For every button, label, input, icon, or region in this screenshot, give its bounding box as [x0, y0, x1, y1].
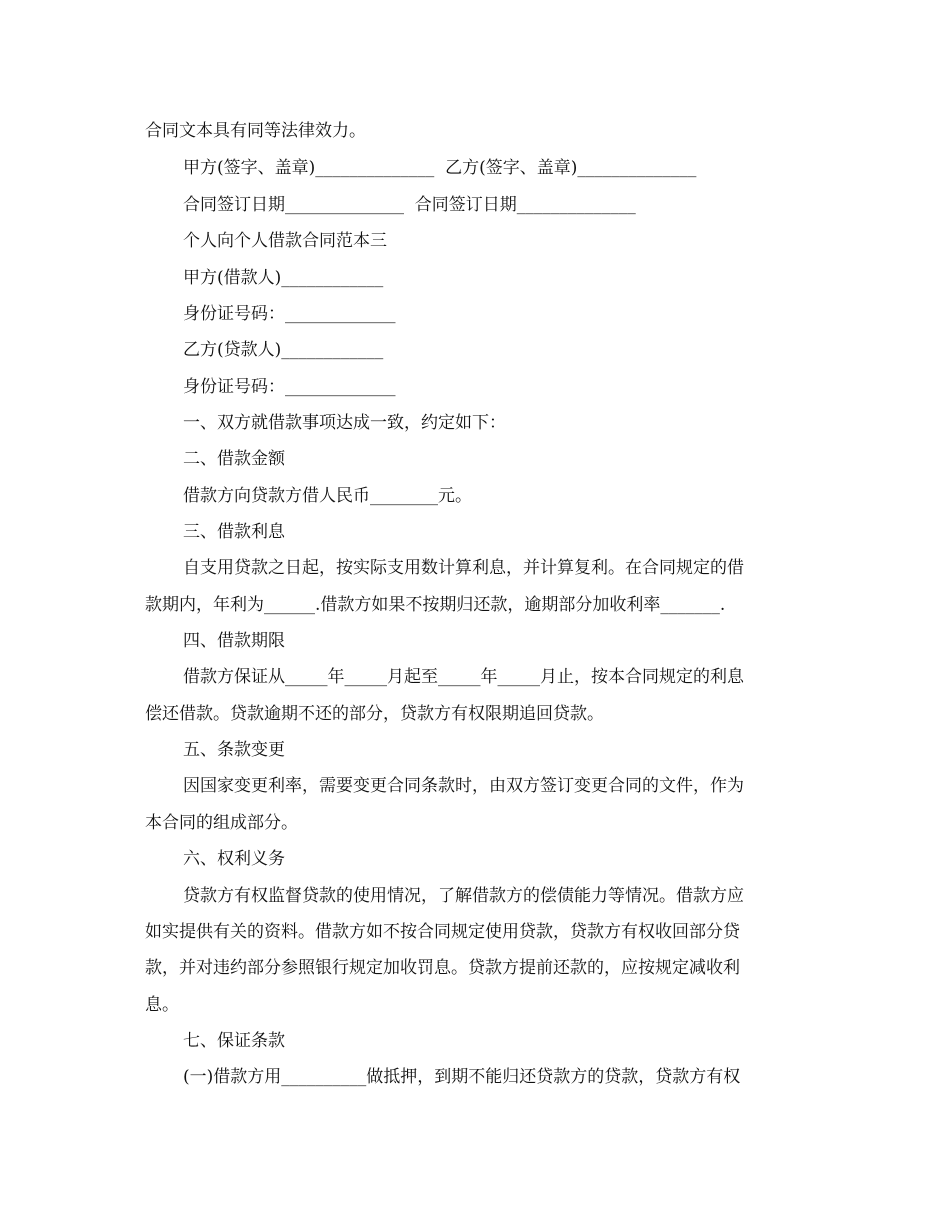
party-b-field: 乙方(贷款人)____________ [183, 340, 384, 360]
section-title: 个人向个人借款合同范本三 [183, 231, 387, 251]
paragraph-line: 款，并对违约部分参照银行规定加收罚息。贷款方提前还款的，应按规定减收利 [145, 958, 740, 978]
paragraph-line: 贷款方有权监督贷款的使用情况，了解借款方的偿债能力等情况。借款方应 [183, 886, 744, 906]
paragraph-line: 款期内，年利为______.借款方如果不按期归还款，逾期部分加收利率_______. [145, 595, 726, 615]
id-number-field: 身份证号码：_____________ [183, 377, 396, 397]
paragraph-line: 因国家变更利率，需要变更合同条款时，由双方签订变更合同的文件，作为 [183, 776, 744, 796]
clause-heading: 二、借款金额 [183, 449, 285, 469]
party-a-field: 甲方(借款人)____________ [183, 268, 384, 288]
paragraph-line: 自支用贷款之日起，按实际支用数计算利息，并计算复利。在合同规定的借 [183, 558, 744, 578]
id-number-field: 身份证号码：_____________ [183, 304, 396, 324]
paragraph-line: 借款方保证从_____年_____月起至_____年_____月止，按本合同规定的利息 [183, 667, 744, 687]
clause-heading: 四、借款期限 [183, 631, 285, 651]
paragraph-line: 本合同的组成部分。 [145, 813, 298, 833]
paragraph-line: 偿还借款。贷款逾期不还的部分，贷款方有权限期追回贷款。 [145, 704, 604, 724]
paragraph-line: (一)借款方用__________做抵押，到期不能归还贷款方的贷款，贷款方有权 [183, 1067, 741, 1087]
clause-heading: 五、条款变更 [183, 740, 285, 760]
paragraph-line: 如实提供有关的资料。借款方如不按合同规定使用贷款，贷款方有权收回部分贷 [145, 922, 740, 942]
clause-heading: 六、权利义务 [183, 849, 285, 869]
clause-heading: 三、借款利息 [183, 522, 285, 542]
paragraph-line: 借款方向贷款方借人民币________元。 [183, 486, 472, 506]
signature-line: 甲方(签字、盖章)______________ 乙方(签字、盖章)______________ [183, 158, 697, 178]
clause-heading: 一、双方就借款事项达成一致，约定如下： [183, 413, 506, 433]
clause-heading: 七、保证条款 [183, 1031, 285, 1051]
paragraph-line: 息。 [145, 995, 179, 1015]
text-line: 合同文本具有同等法律效力。 [145, 121, 366, 141]
date-line: 合同签订日期______________ 合同签订日期______________ [183, 195, 636, 215]
